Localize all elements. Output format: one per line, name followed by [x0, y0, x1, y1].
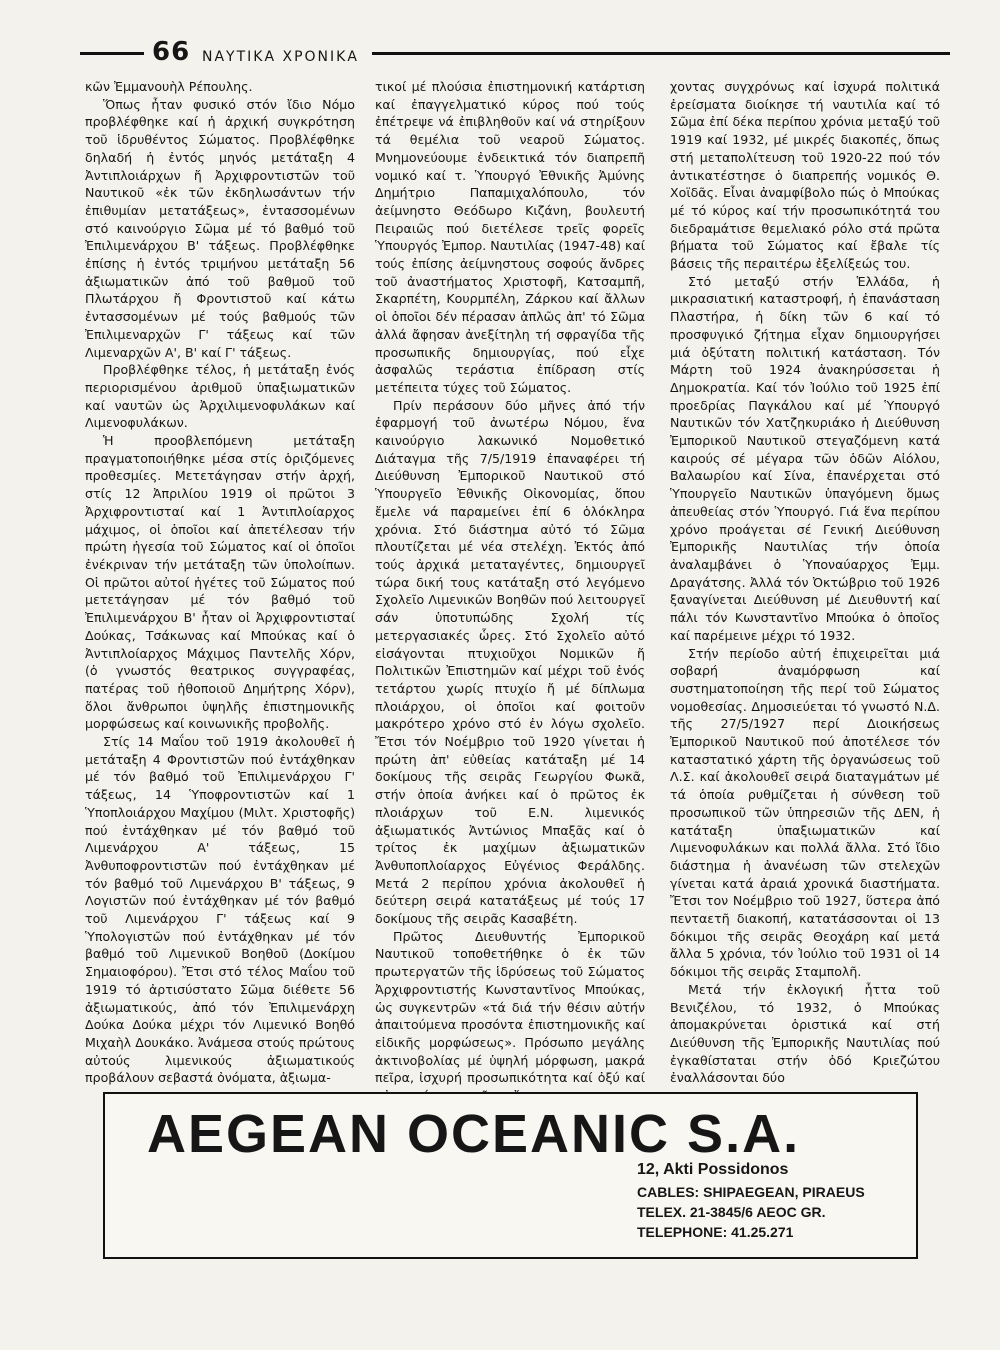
paragraph: Ἡ προοβλεπόμενη μετάταξη πραγματοποιήθηκε μέσα στίς ὁριζόμενες προθεσμίες. Μετετάγησαν στήν ἀρχή, στίς 12 Ἀπριλίου 1919 οἱ πρῶτοι 3 Ἀρχιφροντισταί καί 1 Ἀντιπλοίαρχος μάχιμος, οἱ ὁποῖοι καί ἀπετέλεσαν τήν πρώτη ἡγεσία τοῦ Σώματος καί οἱ ὁποῖοι ἐνέκριναν τήν μετάταξη τῶν ὑπολοίπων. Οἱ πρῶτοι αὐτοί ἡγέτες τοῦ Σώματος πού μετετάγησαν μέ τόν βαθμό τοῦ Ἐπιλιμενάρχου Β' ἦταν οἱ Ἀρχιφροντισταί Δούκας, Τσάκωνας καί Μπούκας καί ὁ Ἀντιπλοίαρχος Μάχιμος Παντελῆς Χόρν, (ὁ γνωστός θεατρικος συγγραφέας, πατέρας τοῦ ἠθοποιοῦ Δημήτρης Χόρν), ὅλοι ἄνθρωποι ὑψηλῆς ἐπιστημονικῆς μορφώσεως καί κοινωνικῆς προβολῆς.	[85, 433, 355, 732]
advertiser-address: 12, Akti Possidonos	[637, 1161, 789, 1178]
paragraph: Προβλέφθηκε τέλος, ἡ μετάταξη ἑνός περιορισμένου ἀριθμοῦ ὑπαξιωματικῶν καί ναυτῶν ὡς Ἀρχιλιμενοφυλάκων καί Λιμενοφυλάκων.	[85, 362, 355, 431]
advertisement-box	[103, 1092, 918, 1259]
paragraph: τικοί μέ πλούσια ἐπιστημονική κατάρτιση καί ἐπαγγελματικό κύρος πού τούς ἐπέτρεψε νά ἐπιβληθοῦν καί νά στηρίξουν τά θεμέλια τοῦ νεαροῦ Σώματος. Μνημονεύουμε ἐνδεικτικά τόν διαπρεπῆ νομικό καί τ. Ὑπουργό Ἐθνικῆς Ἀμύνης Δημήτριο Παπαμιχαλόπουλο, τόν ἀείμνηστο Θεόδωρο Κιζάνη, βουλευτή Πειραιῶς πού διετέλεσε τρεῖς φορεῖς Ὑπουργός Ἐμπορ. Ναυτιλίας (1947-48) καί τούς ἐπίσης ἀείμνηστους σοφούς ἄνδρες τοῦ ἀναστήματος Χριστοφῆ, Κατσαμπῆ, Σκαρπέτη, Κουρμπέλη, Ζάρκου καί ἄλλων οἱ ὁποῖοι δέν πέρασαν ἁπλῶς ἀπ' τό Σῶμα ἀλλά ἄφησαν ἀνεξίτηλη τή σφραγίδα τῆς προσωπικῆς δημιουργίας, πού εἶχε ἀσφαλῶς τεράστια ἐπίδραση στίς μετέπειτα τύχες τοῦ Σώματος.	[375, 79, 645, 395]
advertiser-name: AEGEAN OCEANIC S.A.	[147, 1104, 801, 1164]
advertiser-telex: TELEX. 21-3845/6 AEOC GR.	[637, 1204, 826, 1220]
header-rule-left	[80, 52, 144, 55]
paragraph: χοντας συγχρόνως καί ἰσχυρά πολιτικά ἐρείσματα διοίκησε τή ναυτιλία καί τό Σῶμα ἐπί δέκα περίπου χρόνια μεταξύ τοῦ 1919 καί 1932, μέ μικρές διακοπές, ὅπως στή μεταπολίτευση τοῦ 1920-22 πού τόν ἀντικατέστησε ὁ διαπρεπής νομικός Θ. Χοϊδᾶς. Εἶναι ἀναμφίβολο πώς ὁ Μπούκας μέ τό κύρος καί τήν προσωπικότητά του διεδραμάτισε θεμελιακό ρόλο στά πρῶτα βήματα τοῦ Σώματος καί ἔβαλε τίς βάσεις τῆς περαιτέρω ἐξελίξεώς του.	[670, 79, 940, 272]
advertiser-contact	[637, 1160, 865, 1242]
text-column-3	[670, 78, 940, 1086]
text-column-2	[375, 78, 645, 1086]
paragraph: Στό μεταξύ στήν Ἑλλάδα, ἡ μικρασιατική καταστροφή, ἡ ἐπανάσταση Πλαστήρα, ἡ δίκη τῶν 6 καί τό προσφυγικό ζήτημα εἶχαν δημιουργήσει μιά ὀξύτατη πολιτική κατάσταση. Τόν Μάρτη τοῦ 1924 ἀνακηρύσσεται ἡ Δημοκρατία. Καί τόν Ἰούλιο τοῦ 1925 ἐπί προεδρίας Παγκάλου καί μέ Ὑπουργό Ναυτικῶν τόν Χατζηκυριάκο ἡ Διεύθυνση Ἐμπορικοῦ Ναυτικοῦ στεγαζόμενη κατά καιρούς σέ μέγαρα τῶν ὁδῶν Αἰόλου, Βαλαωρίου καί Σίνα, ἐπανέρχεται στό Ὑπουργεῖο Ναυτικῶν ὑπαγόμενη ὅμως ἀπευθείας στόν Ὑπουργό. Γιά ἕνα περίπου χρόνο προάγεται σέ Γενική Διεύθυνση Ἐμπορικῆς Ναυτιλίας τήν ὁποία ἀναλαμβάνει ὁ Ὑποναύαρχος Ἐμμ. Δραγάτσης. Ἀλλά τόν Ὀκτώβριο τοῦ 1926 ξαναγίνεται Διεύθυνση μέ Διευθυντή καί πάλι τόν Κωνσταντῖνο Μπούκα ὁ ὁποῖος καί παρέμεινε μέχρι τό 1932.	[670, 273, 940, 643]
publication-title: ΝΑΥΤΙΚΑ ΧΡΟΝΙΚΑ	[202, 49, 359, 65]
advertiser-cables: CABLES: SHIPAEGEAN, PIRAEUS	[637, 1184, 865, 1200]
paragraph: Πρίν περάσουν δύο μῆνες ἀπό τήν ἐφαρμογή τοῦ ἀνωτέρω Νόμου, ἕνα καινούργιο λακωνικό Νομοθετικό Διάταγμα τῆς 7/5/1919 ἐπαναφέρει τή Διεύθυνση Ἐμπορικοῦ Ναυτικοῦ στό Ὑπουργεῖο Ἐθνικῆς Οἰκονομίας, ὅπου ἔμελε νά παραμείνει ἐπί 6 ὁλόκληρα χρόνια. Στό διάστημα αὐτό τό Σῶμα πλουτίζεται μέ νέα στελέχη. Ἐκτός ἀπό τούς ἀρχικά μεταταγέντες, δημιουργεῖ τώρα δική τους κατάταξη στό λεγόμενο Σχολεῖο Λιμενικῶν Βοηθῶν πού λειτουργεῖ σάν ὑποτυπώδης Σχολή τίς μετεργασιακές ὧρες. Στό Σχολεῖο αὐτό εἰσάγονται πτυχιοῦχοι Νομικῶν ἤ Πολιτικῶν Ἐπιστημῶν καί μέχρι τοῦ ἑνός τετάρτου χωρίς πτυχίο ἤ μέ δίπλωμα πλοιάρχου, οἱ ὁποῖοι καί φοιτοῦν μακρότερο χρόνο στό ἐν λόγω σχολεῖο. Ἔτσι τόν Νοέμβριο τοῦ 1920 γίνεται ἡ πρώτη ἀπ' εὐθείας κατάταξη μέ 14 δοκίμους τῆς σειρᾶς Γεωργίου Φωκᾶ, στήν ὁποία ἀνήκει καί ὁ πρῶτος ἐκ πλοιάρχων τοῦ Ε.Ν. λιμενικός ἀξιωματικός Ἀντώνιος Μπαξᾶς καί ὁ τρίτος ἐκ μαχίμων ἀξιωματικῶν Ἀνθυποπλοίαρχος Εὐγένιος Φεράλδης. Μετά 2 περίπου χρόνια ἀκολουθεῖ ἡ δεύτερη σειρά κατατάξεως μέ τούς 17 δοκίμους τῆς σειρᾶς Κασαβέτη.	[375, 397, 645, 927]
paragraph: Στήν περίοδο αὐτή ἐπιχειρεῖται μιά σοβαρή ἀναμόρφωση καί συστηματοποίηση τῆς περί τοῦ Σώματος νομοθεσίας. Δημοσιεύεται τό γνωστό Ν.Δ. τῆς 27/5/1927 περί Διοικήσεως Ἐμπορικοῦ Ναυτικοῦ πού ἀποτέλεσε τόν καταστατικό χάρτη τῆς ὀργανώσεως τοῦ Λ.Σ. καί ἀκολουθεῖ σειρά διαταγμάτων μέ τά ὁποία ρυθμίζεται ἡ σύνθεση τοῦ προσωπικοῦ τῶν ὑπηρεσιῶν τῆς ΔΕΝ, ἡ κατάταξη ὑπαξιωματικῶν καί Λιμενοφυλάκων και πολλά ἄλλα. Στό ἴδιο διάστημα ἡ ἀνανέωση τῶν στελεχῶν γίνεται κατά ἀραιά χρονικά διαστήματα. Ἔτσι τον Νοέμβριο τοῦ 1927, ὕστερα ἀπό πενταετῆ διακοπή, κατατάσσονται οἱ 13 δόκιμοι τῆς σειρᾶς Θεοχάρη καί μετά ἄλλα 5 χρόνια, τόν Ἰούλιο τοῦ 1931 οἱ 14 δόκιμοι τῆς σειρᾶς Σταμπολῆ.	[670, 645, 940, 980]
paragraph: κῶν Ἐμμανουὴλ Ρέπουλης.	[85, 79, 253, 94]
paragraph: Πρῶτος Διευθυντής Ἐμπορικοῦ Ναυτικοῦ τοποθετήθηκε ὁ ἐκ τῶν πρωτεργατῶν τῆς ἱδρύσεως τοῦ Σώματος Ἀρχιφροντιστής Κωνσταντῖνος Μπούκας, ὡς συγκεντρῶν «τά διά τήν θέσιν αὐτήν ἀπαιτούμενα προσόντα ἐπιστημονικῆς καί εἰδικῆς μορφώσεως». Πρόσωπο μεγάλης ἀκτινοβολίας μέ ὑψηλή μόρφωση, μακρά πεῖρα, ἰσχυρή προσωπικότητα καί ὀξύ καί	[375, 928, 645, 1086]
page-header	[80, 38, 950, 70]
advertiser-telephone: TELEPHONE: 41.25.271	[637, 1224, 794, 1240]
page-number: 66	[152, 37, 191, 67]
text-column-1	[85, 78, 355, 1086]
paragraph: Στίς 14 Μαΐου τοῦ 1919 ἀκολουθεῖ ἡ μετάταξη 4 Φροντιστῶν πού ἐντάχθηκαν μέ τόν βαθμό τοῦ Ἐπιλιμενάρχου Γ' τάξεως, 14 Ὑποφροντιστῶν καί 1 Ὑποπλοιάρχου Μαχίμου (Μιλτ. Χριστοφῆς) πού ἐντάχθηκαν μέ τόν βαθμό τοῦ Λιμενάρχου Α' τάξεως, 15 Ἀνθυποφροντιστῶν πού ἐντάχθηκαν μέ τόν βαθμό τοῦ Λιμενάρχου Β' τάξεως, 9 Λογιστῶν πού ἐντάχθηκαν μέ τόν βαθμό τοῦ Λιμενάρχου Γ' τάξεως καί 9 Ὑπολογιστῶν πού ἐντάχθηκαν μέ τόν βαθμό τοῦ Λιμενικοῦ Βοηθοῦ (Δοκίμου Σημαιοφόρου). Ἔτσι στό τέλος Μαΐου τοῦ 1919 τό ἀρτισύστατο Σῶμα διέθετε 56 ἀξιωματικούς, ἀπό τόν Ἐπιλιμενάρχη Δούκα Δούκα μέχρι τόν Λιμενικό Βοηθό Μιχαὴλ Δουκάκο. Ἀνάμεσα στούς πρώτους αὐτούς λιμενικούς ἀξιωματικούς προβάλουν σεβαστά ὀνόματα, ἀξιωμα-	[85, 734, 355, 1086]
header-rule-right	[372, 52, 950, 55]
paragraph: Μετά τήν ἐκλογική ἧττα τοῦ Βενιζέλου, τό 1932, ὁ Μπούκας ἀπομακρύνεται ὁριστικά καί στή Διεύθυνση τῆς Ἐμπορικῆς Ναυτιλίας πού ἐγκαθίσταται στήν ὁδό Κριεζώτου ἐναλλάσονται δύο	[670, 981, 940, 1086]
paragraph: Ὅπως ἦταν φυσικό στόν ἴδιο Νόμο προβλέφθηκε καί ἡ ἀρχική συγκρότηση τοῦ ἱδρυθέντος Σώματος. Προβλέφθηκε δηλαδή ἡ ἐντός μηνός μετάταξη 4 Ἀντιπλοιάρχων ἤ Ἀρχιφροντιστῶν τοῦ Ναυτικοῦ «ἐκ τῶν ἐκδηλωσάντων τήν ἐπιθυμίαν μετατάξεως», ἐντασσομένων στό καινούργιο Σῶμα μέ τό βαθμό τοῦ Ἐπιλιμενάρχου Β' τάξεως. Προβλέφθηκε ἐπίσης ἡ ἐντός τριμήνου μετάταξη 56 ἀξιωματικῶν ἀπό τοῦ βαθμοῦ τοῦ Πλωτάρχου ἤ Φροντιστοῦ καί κάτω ἐντασσομένων μέ τούς βαθμούς τῶν Ἐπιλιμεναρχῶν Γ' τάξεως καί τῶν Λιμεναρχῶν Α', Β' καί Γ' τάξεως.	[85, 96, 355, 360]
